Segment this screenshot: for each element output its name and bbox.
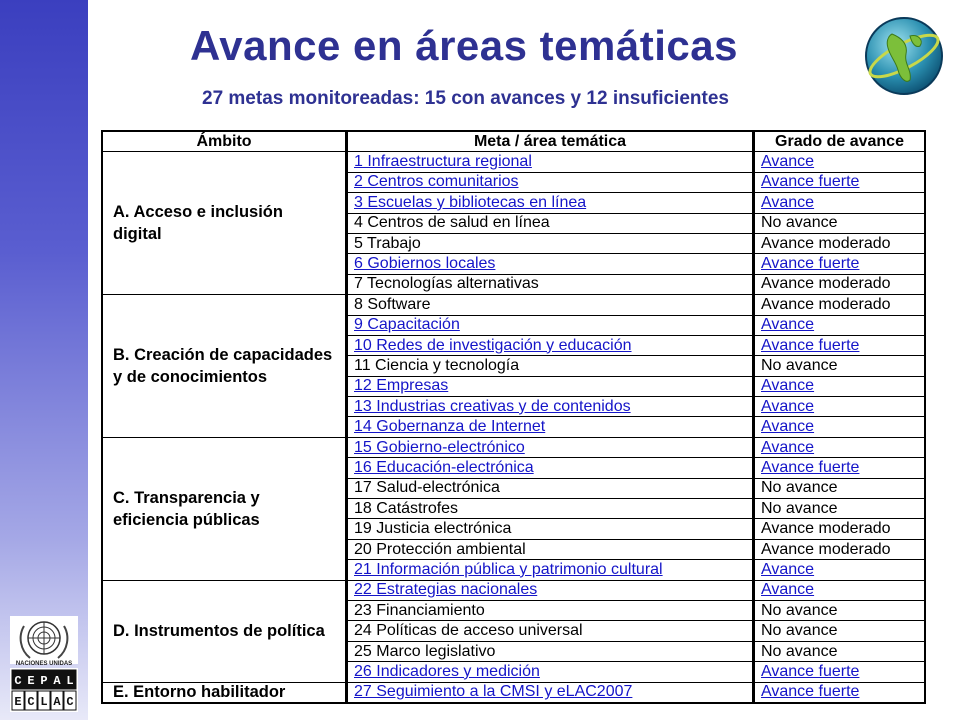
meta-cell[interactable]: 6 Gobiernos locales bbox=[348, 254, 752, 273]
progress-table bbox=[101, 130, 926, 704]
logo-letter: A bbox=[53, 674, 61, 688]
grado-cell[interactable]: Avance fuerte bbox=[755, 336, 924, 355]
meta-cell[interactable]: 1 Infraestructura regional bbox=[348, 152, 752, 171]
meta-cell[interactable]: 12 Empresas bbox=[348, 377, 752, 396]
grado-cell[interactable]: Avance fuerte bbox=[755, 458, 924, 477]
grado-cell[interactable]: Avance bbox=[755, 417, 924, 436]
grado-cell: No avance bbox=[755, 214, 924, 233]
grado-cell: No avance bbox=[755, 642, 924, 661]
grado-cell[interactable]: Avance fuerte bbox=[755, 173, 924, 192]
ambito-cell: A. Acceso e inclusión digital bbox=[103, 152, 345, 294]
sidebar-gradient-band bbox=[0, 0, 88, 720]
logo-letter: L bbox=[66, 674, 74, 688]
meta-cell[interactable]: 14 Gobernanza de Internet bbox=[348, 417, 752, 436]
meta-cell[interactable]: 2 Centros comunitarios bbox=[348, 173, 752, 192]
logo-letter: L bbox=[40, 695, 48, 709]
meta-cell: 11 Ciencia y tecnología bbox=[348, 356, 752, 375]
meta-cell[interactable]: 16 Educación-electrónica bbox=[348, 458, 752, 477]
meta-cell: 23 Financiamiento bbox=[348, 601, 752, 620]
grado-cell: No avance bbox=[755, 621, 924, 640]
meta-cell: 19 Justicia electrónica bbox=[348, 519, 752, 538]
grado-cell[interactable]: Avance bbox=[755, 438, 924, 457]
meta-cell: 17 Salud-electrónica bbox=[348, 479, 752, 498]
grado-cell: Avance moderado bbox=[755, 234, 924, 253]
meta-cell[interactable]: 9 Capacitación bbox=[348, 316, 752, 335]
grado-cell[interactable]: Avance fuerte bbox=[755, 254, 924, 273]
meta-cell: 8 Software bbox=[348, 295, 752, 314]
meta-cell[interactable]: 27 Seguimiento a la CMSI y eLAC2007 bbox=[348, 683, 752, 702]
grado-cell: No avance bbox=[755, 499, 924, 518]
grado-cell[interactable]: Avance bbox=[755, 377, 924, 396]
meta-cell[interactable]: 21 Información pública y patrimonio cultural bbox=[348, 560, 752, 579]
meta-cell: 18 Catástrofes bbox=[348, 499, 752, 518]
page-subtitle: 27 metas monitoreadas: 15 con avances y 12 insuficientes bbox=[202, 88, 729, 109]
meta-cell[interactable]: 22 Estrategias nacionales bbox=[348, 581, 752, 600]
grado-cell: Avance moderado bbox=[755, 540, 924, 559]
grado-cell[interactable]: Avance bbox=[755, 581, 924, 600]
grado-cell[interactable]: Avance bbox=[755, 560, 924, 579]
un-emblem-icon bbox=[10, 616, 78, 664]
header-ambito: Ámbito bbox=[103, 132, 345, 151]
grado-cell[interactable]: Avance bbox=[755, 397, 924, 416]
meta-cell[interactable]: 15 Gobierno-electrónico bbox=[348, 438, 752, 457]
meta-cell: 20 Protección ambiental bbox=[348, 540, 752, 559]
grado-cell: Avance moderado bbox=[755, 275, 924, 294]
meta-cell[interactable]: 10 Redes de investigación y educación bbox=[348, 336, 752, 355]
globe-logo-icon bbox=[862, 14, 946, 98]
meta-cell: 24 Políticas de acceso universal bbox=[348, 621, 752, 640]
grado-cell: Avance moderado bbox=[755, 519, 924, 538]
ambito-cell: D. Instrumentos de política bbox=[103, 581, 345, 682]
logo-letter: C bbox=[14, 674, 22, 688]
meta-cell[interactable]: 13 Industrias creativas y de contenidos bbox=[348, 397, 752, 416]
meta-cell: 7 Tecnologías alternativas bbox=[348, 275, 752, 294]
page-title: Avance en áreas temáticas bbox=[190, 22, 738, 69]
grado-cell: No avance bbox=[755, 601, 924, 620]
grado-cell: No avance bbox=[755, 356, 924, 375]
logo-letter: E bbox=[14, 695, 22, 709]
logo-letter: C bbox=[27, 695, 35, 709]
header-grado: Grado de avance bbox=[755, 132, 924, 151]
grado-cell: No avance bbox=[755, 479, 924, 498]
grado-cell[interactable]: Avance bbox=[755, 193, 924, 212]
logo-letter: P bbox=[40, 674, 48, 688]
header-meta: Meta / área temática bbox=[348, 132, 752, 151]
meta-cell: 25 Marco legislativo bbox=[348, 642, 752, 661]
grado-cell[interactable]: Avance bbox=[755, 316, 924, 335]
ambito-cell: B. Creación de capacidades y de conocimientos bbox=[103, 295, 345, 437]
grado-cell[interactable]: Avance fuerte bbox=[755, 662, 924, 681]
ambito-cell: E. Entorno habilitador bbox=[103, 683, 345, 702]
logo-letter: C bbox=[66, 695, 74, 709]
cepal-eclac-logo-icon bbox=[10, 668, 78, 712]
meta-cell[interactable]: 26 Indicadores y medición bbox=[348, 662, 752, 681]
grado-cell[interactable]: Avance bbox=[755, 152, 924, 171]
logo-letter: A bbox=[53, 695, 61, 709]
logo-letter: E bbox=[27, 674, 35, 688]
grado-cell: Avance moderado bbox=[755, 295, 924, 314]
meta-cell: 5 Trabajo bbox=[348, 234, 752, 253]
ambito-cell: C. Transparencia y eficiencia públicas bbox=[103, 438, 345, 580]
un-label: NACIONES UNIDAS bbox=[15, 661, 73, 667]
meta-cell[interactable]: 3 Escuelas y bibliotecas en línea bbox=[348, 193, 752, 212]
meta-cell: 4 Centros de salud en línea bbox=[348, 214, 752, 233]
grado-cell[interactable]: Avance fuerte bbox=[755, 683, 924, 702]
